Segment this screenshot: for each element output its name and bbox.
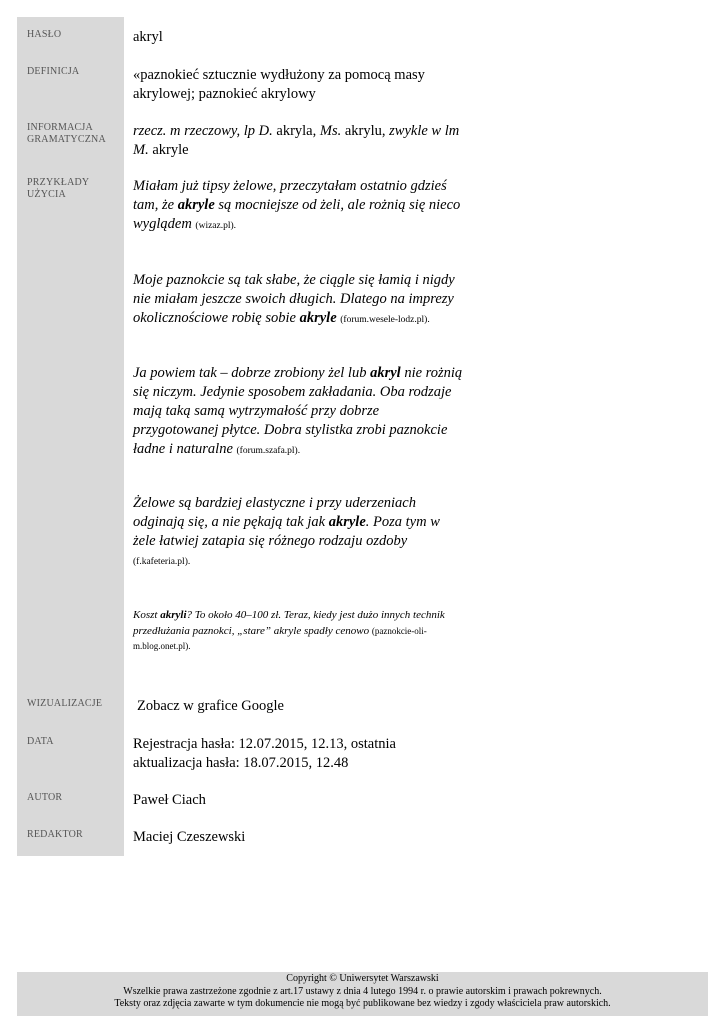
grammar-form: akryle (148, 142, 189, 158)
example-source: (wizaz.pl). (195, 221, 237, 231)
example-source: (paznokcie-oli-m.blog.onet.pl). (133, 625, 427, 651)
headword: akryl (133, 29, 163, 45)
example-text: Żelowe są bardziej elastyczne i przy uderzeniach odginają się, a nie pękają tak jak (133, 495, 416, 530)
label-informacja-gramatyczna (27, 122, 122, 146)
usage-example (133, 494, 451, 572)
example-keyword: akryle (299, 310, 337, 326)
grammar-form: akrylu, (341, 123, 390, 139)
grammar-abbr: Ms. (319, 123, 342, 139)
example-text: ? To około 40–100 zł. Teraz, kiedy jest dużo innych technik przedłużania paznokci, „stare” akryle spadły cenowo (133, 609, 445, 637)
example-source: (forum.wesele-lodz.pl). (340, 315, 430, 325)
example-keyword: akryle (177, 197, 215, 213)
google-images-link[interactable]: Zobacz w grafice Google (137, 698, 284, 714)
label-wizualizacje: WIZUALIZACJE (27, 698, 103, 709)
example-source: (f.kafeteria.pl). (133, 557, 191, 567)
usage-example (133, 177, 461, 236)
example-text: są mocniejsze od żeli, ale rożnią się nieco wyglądem (133, 197, 461, 232)
footer-rights: Wszelkie prawa zastrzeżone zgodnie z art.17 ustawy z dnia 4 lutego 1994 r. o prawie autorskim i prawach pokrewnych. (123, 985, 602, 997)
definition: «paznokieć sztucznie wydłużony za pomocą masy akrylowej; paznokieć akrylowy (133, 67, 425, 102)
grammar-abbr: M. (133, 142, 149, 158)
grammar-info (133, 122, 473, 160)
example-text: Moje paznokcie są tak słabe, że ciągle się łamią i nigdy nie miałam jeszcze swoich długich. Dlatego na imprezy okolicznościowe robię sobie (133, 272, 455, 326)
registration-date: Rejestracja hasła: 12.07.2015, 12.13, ostatnia (133, 736, 396, 752)
grammar-abbr: zwykle w lm (389, 123, 460, 139)
usage-example (133, 271, 455, 330)
label-data: DATA (27, 736, 54, 747)
copyright-footer (17, 972, 708, 1016)
author-name: Paweł Ciach (133, 792, 206, 808)
usage-example (133, 608, 453, 655)
label-line: PRZYKŁADY (27, 177, 90, 188)
example-text: Koszt (133, 609, 161, 621)
example-text: Miałam już tipsy żelowe, przeczytałam ostatnio gdzieś tam, że (133, 178, 447, 213)
entry-dates (133, 735, 473, 773)
example-keyword: akryle (328, 514, 366, 530)
label-line: INFORMACJA (27, 122, 93, 133)
editor-name: Maciej Czeszewski (133, 829, 246, 845)
footer-copyright: Copyright © Uniwersytet Warszawski (286, 973, 439, 984)
example-text: Ja powiem tak – dobrze zrobiony żel lub (133, 365, 371, 381)
footer-notice: Teksty oraz zdjęcia zawarte w tym dokumencie nie mogą być publikowane bez wiedzy i zgody właściciela praw autorskich. (114, 998, 611, 1009)
example-keyword: akryli (160, 609, 187, 621)
label-definicja: DEFINICJA (27, 66, 80, 77)
usage-example (133, 364, 463, 461)
grammar-abbr: rzecz. m rzeczowy, lp D. (133, 123, 273, 139)
grammar-form: akryla, (272, 123, 320, 139)
label-autor: AUTOR (27, 792, 63, 803)
label-line: GRAMATYCZNA (27, 134, 106, 145)
example-text: nie rożnią się niczym. Jedynie sposobem zakładania. Oba rodzaje mają taką samą wytrzymałość przy dobrze przygotowanej płytce. Dobra stylistka zrobi paznokcie ładne i naturalne (133, 365, 463, 457)
example-keyword: akryl (370, 365, 401, 381)
example-text: . Poza tym w żele łatwiej zatapia się różnego rodzaju ozdoby (133, 514, 440, 549)
label-line: UŻYCIA (27, 189, 66, 200)
example-source: (forum.szafa.pl). (236, 446, 301, 456)
label-haslo: HASŁO (27, 29, 62, 40)
update-date: aktualizacja hasła: 18.07.2015, 12.48 (133, 755, 349, 771)
label-przyklady-uzycia (27, 177, 122, 201)
label-redaktor: REDAKTOR (27, 829, 83, 840)
